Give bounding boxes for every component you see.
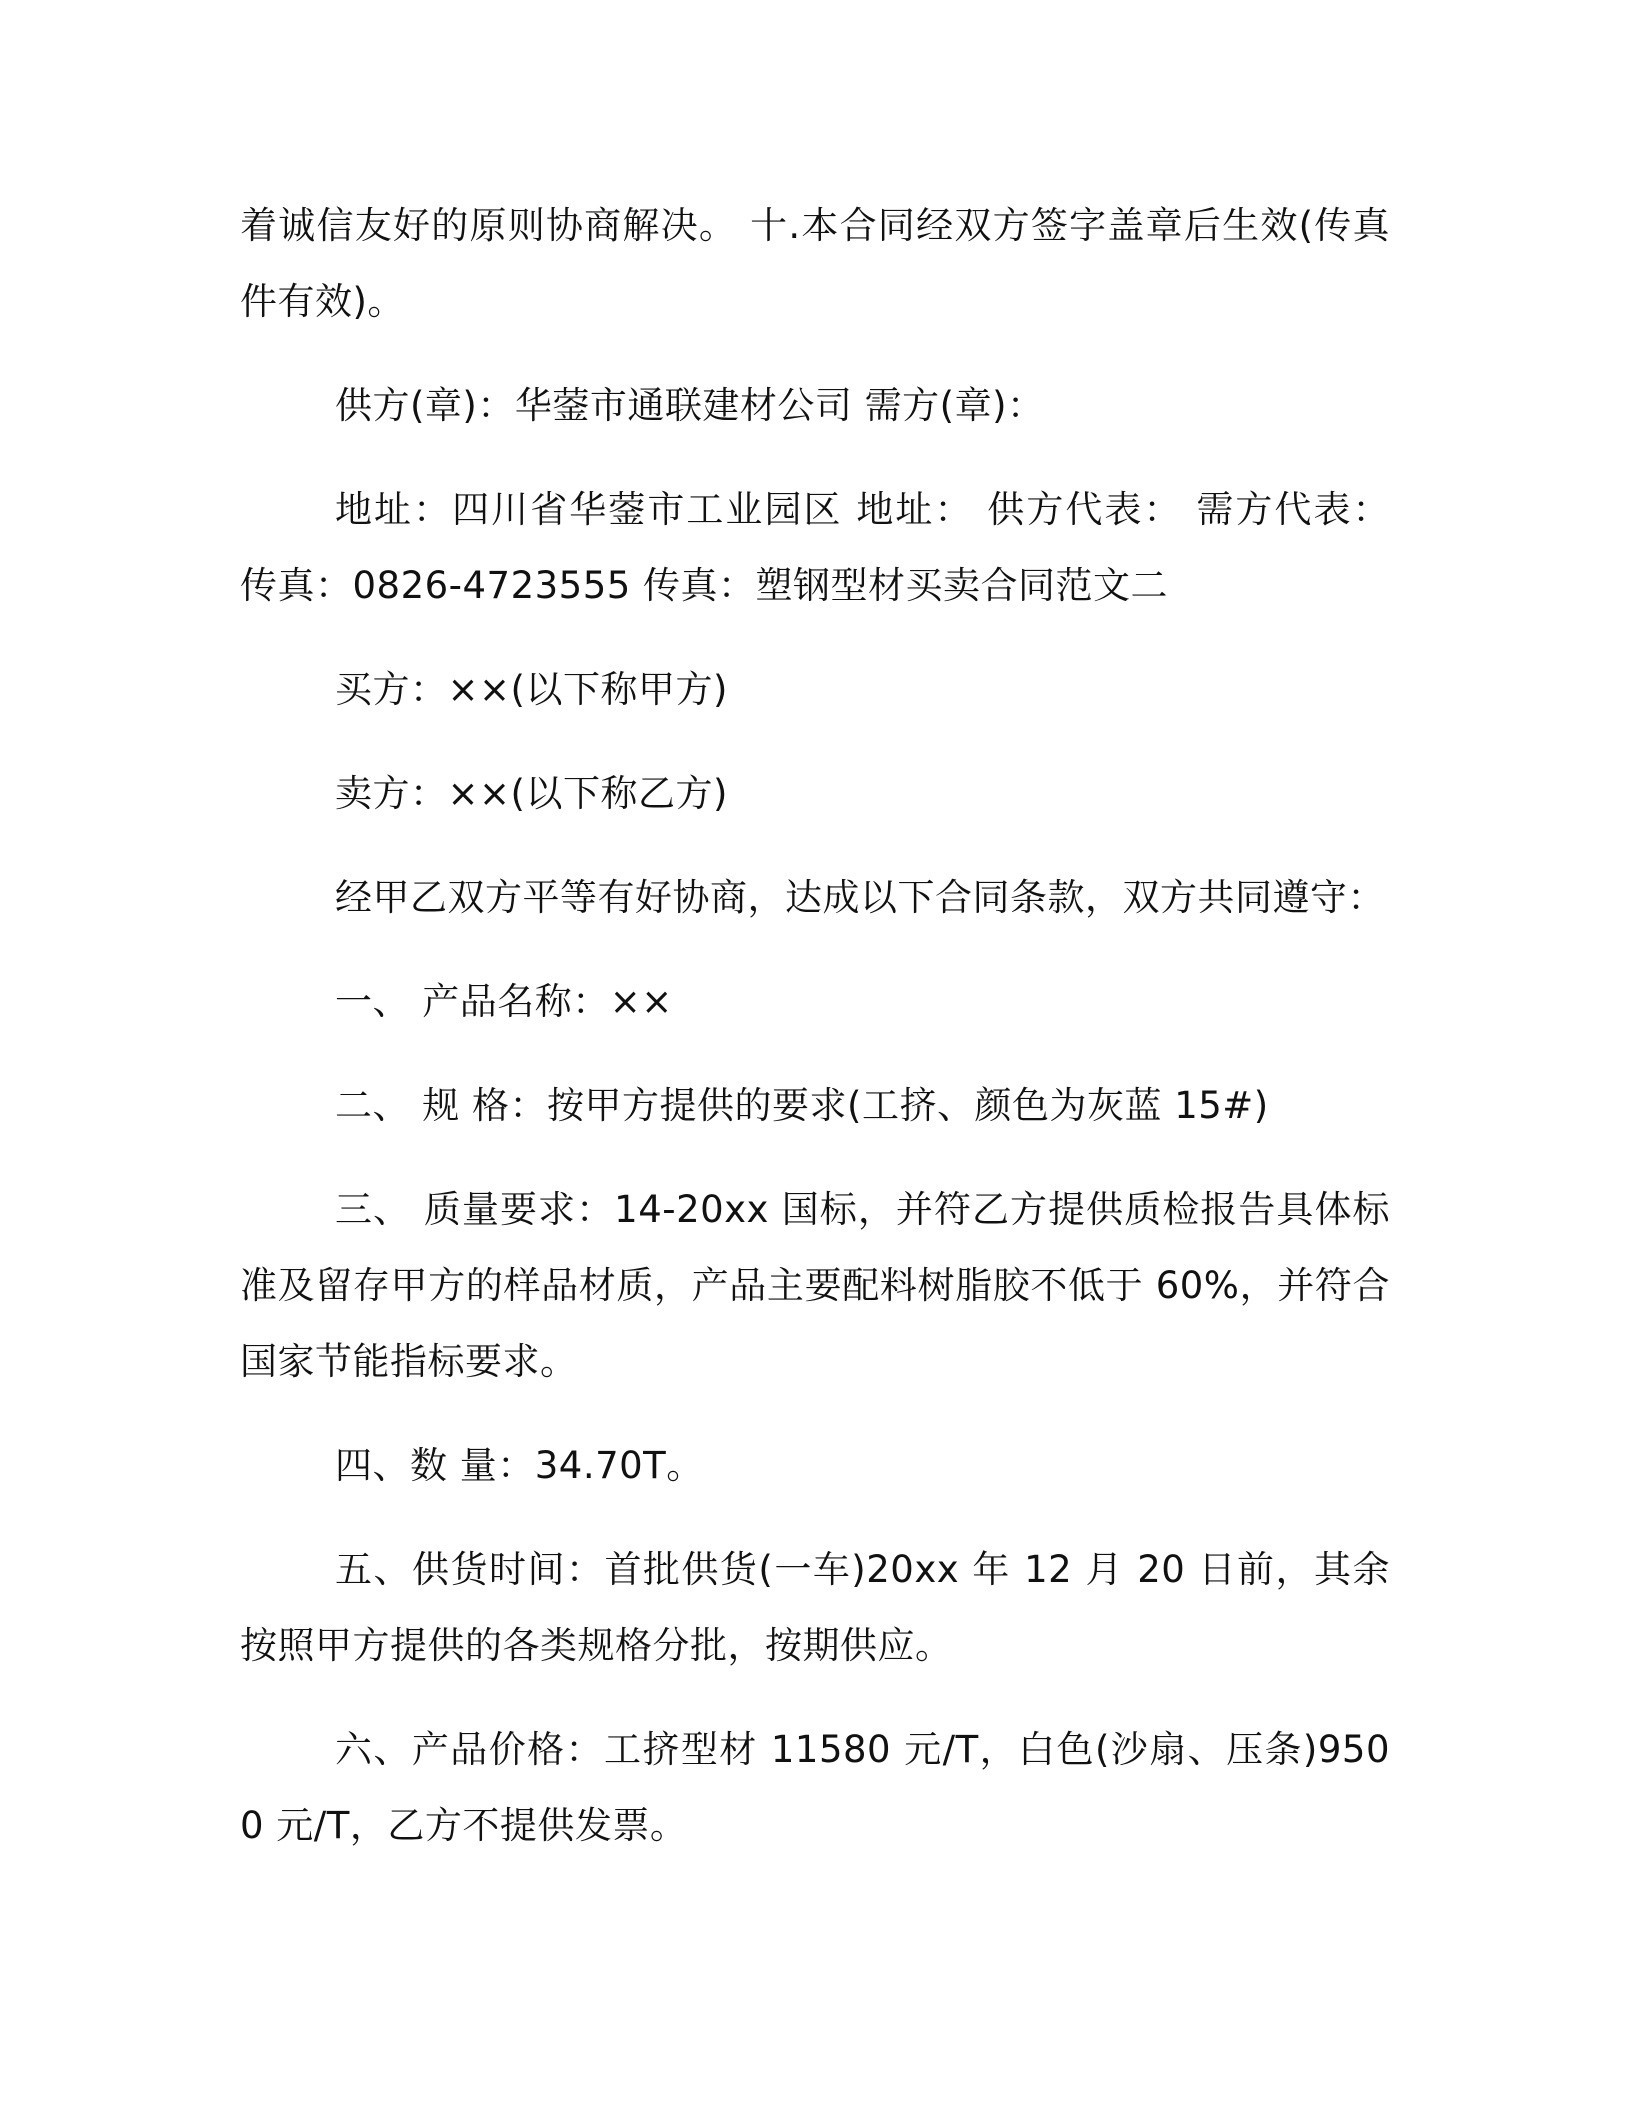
paragraph-quantity: 四、数 量：34.70T。 [335, 1444, 704, 1487]
paragraph-spec: 二、 规 格：按甲方提供的要求(工挤、颜色为灰蓝 15#) [335, 1084, 1269, 1127]
paragraph-delivery: 五、供货时间：首批供货(一车)20xx 年 12 月 20 日前，其余按照甲方提供的各类规格分批，按期供应。 [240, 1548, 1390, 1667]
paragraph-supplier-seal: 供方(章)：华蓥市通联建材公司 需方(章)： [335, 384, 1045, 427]
paragraph-buyer: 买方：××(以下称甲方) [335, 668, 728, 711]
document-page [240, 188, 1390, 1864]
paragraph-agreement: 经甲乙双方平等有好协商，达成以下合同条款，双方共同遵守： [335, 876, 1385, 919]
paragraph-address-fax: 地址：四川省华蓥市工业园区 地址： 供方代表： 需方代表： 传真：0826-4723555 传真：塑钢型材买卖合同范文二 [240, 488, 1390, 607]
paragraph-quality: 三、 质量要求：14-20xx 国标，并符乙方提供质检报告具体标准及留存甲方的样品材质，产品主要配料树脂胶不低于 60%，并符合国家节能指标要求。 [240, 1188, 1390, 1383]
paragraph-price: 六、产品价格：工挤型材 11580 元/T，白色(沙扇、压条)9500 元/T，乙方不提供发票。 [240, 1728, 1390, 1847]
paragraph-seller: 卖方：××(以下称乙方) [335, 772, 728, 815]
paragraph-negotiation-clause: 着诚信友好的原则协商解决。 十.本合同经双方签字盖章后生效(传真件有效)。 [240, 204, 1390, 323]
paragraph-product-name: 一、 产品名称：×× [335, 980, 673, 1023]
